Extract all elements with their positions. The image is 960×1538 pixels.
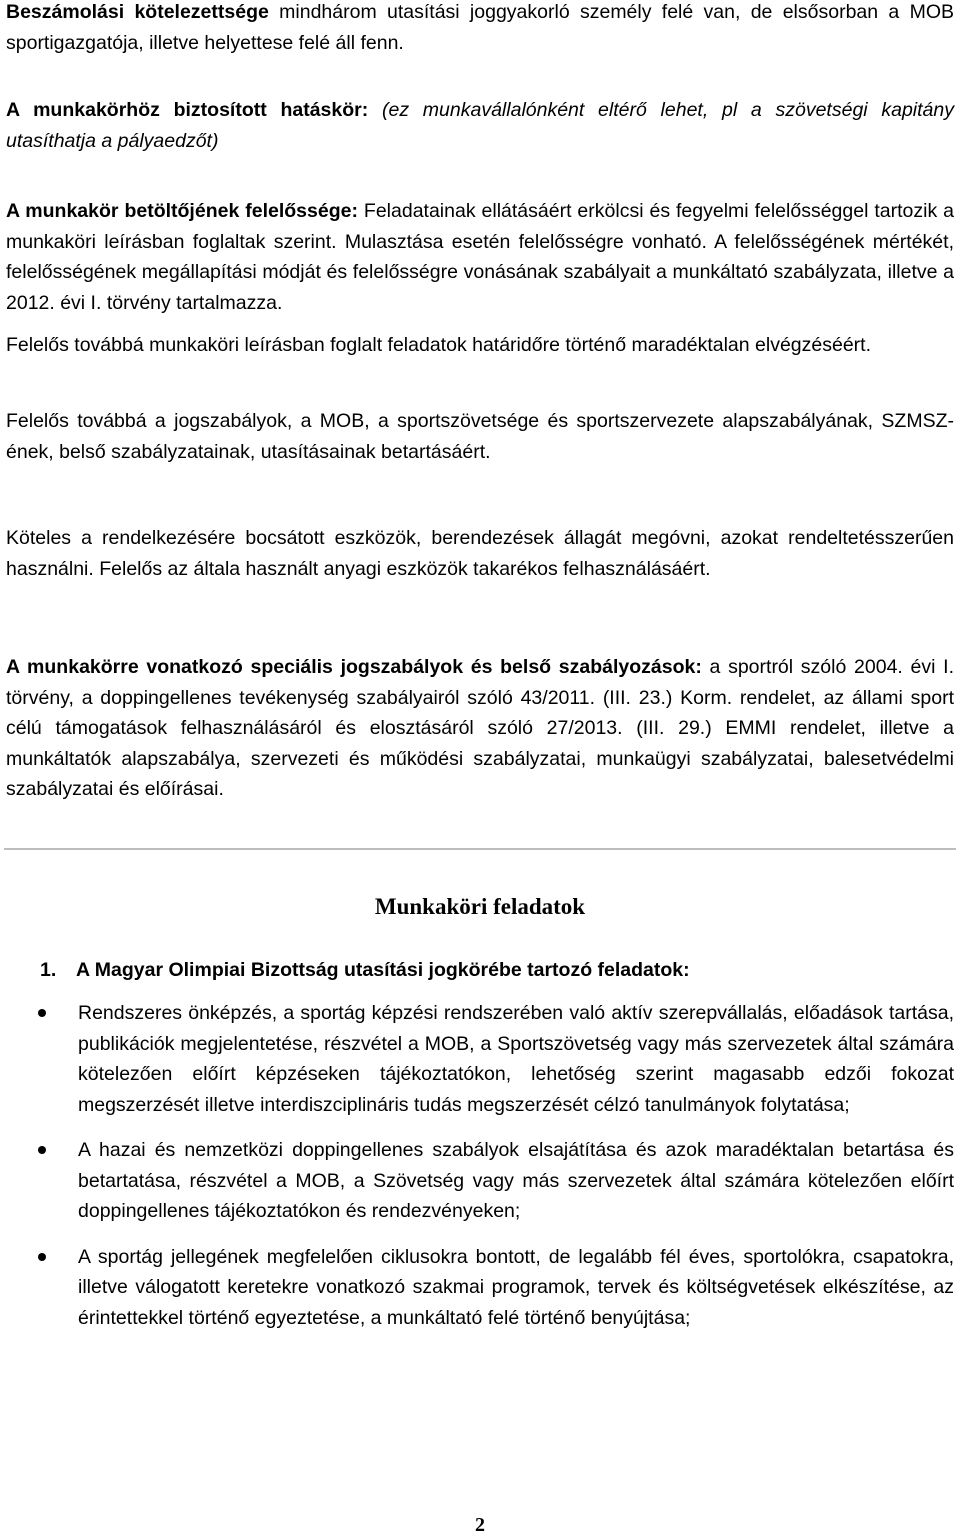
reporting-text: mindhárom utasítási joggyakorló személy felé van, de elsősorban a MOB sportigazgatója, illetve helyettese felé áll fenn.: [6, 1, 954, 54]
reporting-label: Beszámolási kötelezettsége: [6, 1, 269, 23]
legal-label: A munkakörre vonatkozó speciális jogszabályok és belső szabályozások:: [6, 656, 702, 678]
bullet-icon: [38, 1146, 46, 1154]
legal-paragraph: [6, 652, 954, 805]
authority-paragraph: [6, 95, 954, 156]
task-text: Rendszeres önképzés, a sportág képzési rendszerében való aktív szerepvállalás, előadások tartása, publikációk megjelentetése, részvétel a MOB, a Sportszövetség vagy más szervezetek által számára kötelezően előírt képzéseken tájékoztatókon, lehetőség szerint magasabb edzői fokozat megszerzését illetve interdiszciplináris tudás megszerzését célzó tanulmányok folytatása;: [78, 1002, 954, 1116]
task-text: A hazai és nemzetközi doppingellenes szabályok elsajátítása és azok maradéktalan betartása és betartatása, részvétel a MOB, a Szövetség vagy más szervezetek által számára kötelezően előírt doppingellenes tájékoztatókon és rendezvényeken;: [78, 1139, 954, 1222]
assets-paragraph: Köteles a rendelkezésére bocsátott eszközök, berendezések állagát megóvni, azokat rendeltetésszerűen használni. Felelős az általa használt anyagi eszközök takarékos felhasználásáért.: [6, 527, 954, 580]
heading-number: 1.: [40, 959, 57, 981]
horizontal-divider: [4, 848, 956, 850]
task-list: [0, 998, 954, 1348]
authority-label: A munkakörhöz biztosított hatáskör:: [6, 99, 369, 121]
responsibility-text: Feladatainak ellátásáért erkölcsi és fegyelmi felelősséggel tartozik a munkaköri leírásban foglaltak szerint. Mulasztása esetén felelősségre vonható. A felelősségének mértékét, felelősségének megállapítási módját és felelősségre vonásának szabályait a munkáltató szabályzata, illetve a 2012. évi I. törvény tartalmazza.: [6, 200, 954, 314]
responsibility-label: A munkakör betöltőjének felelőssége:: [6, 200, 358, 222]
bullet-icon: [38, 1009, 46, 1017]
deadline-paragraph: Felelős továbbá munkaköri leírásban foglalt feladatok határidőre történő maradéktalan elvégzéséért.: [6, 334, 872, 356]
list-item: [0, 1242, 954, 1334]
responsibility-paragraph: [6, 196, 954, 318]
section-title: Munkaköri feladatok: [374, 894, 586, 919]
reporting-paragraph: [6, 0, 954, 58]
authority-text: (ez munkavállalónként eltérő lehet, pl a szövetségi kapitány utasíthatja a pályaedzőt): [6, 99, 954, 152]
numbered-heading: [40, 955, 954, 986]
bullet-icon: [38, 1253, 46, 1261]
task-text: A sportág jellegének megfelelően ciklusokra bontott, de legalább fél éves, sportolókra, csapatokra, illetve válogatott keretekre vonatkozó szakmai programok, tervek és költségvetések elkészítése, az érintettekkel történő egyeztetése, a munkáltató felé történő benyújtása;: [78, 1245, 954, 1329]
list-item: [0, 998, 954, 1120]
legal-text: a sportról szóló 2004. évi I. törvény, a doppingellenes tevékenység szabályairól szóló 43/2011. (III. 23.) Korm. rendelet, az állami sport célú támogatások felhasználásáról és elosztásáról szóló 27/2013. (III. 29.) EMMI rendelet, illetve a munkáltatók alapszabálya, szervezeti és működési szabályzatai, munkaügyi szabályzatai, balesetvédelmi szabályzatai és előírásai.: [6, 656, 954, 800]
page-number: 2: [475, 1514, 485, 1536]
heading-text: A Magyar Olimpiai Bizottság utasítási jogkörébe tartozó feladatok:: [76, 959, 690, 981]
list-item: [0, 1135, 954, 1227]
rules-paragraph: Felelős továbbá a jogszabályok, a MOB, a sportszövetsége és sportszervezete alapszabályának, SZMSZ-ének, belső szabályzatainak, utasításainak betartásáért.: [6, 410, 954, 463]
